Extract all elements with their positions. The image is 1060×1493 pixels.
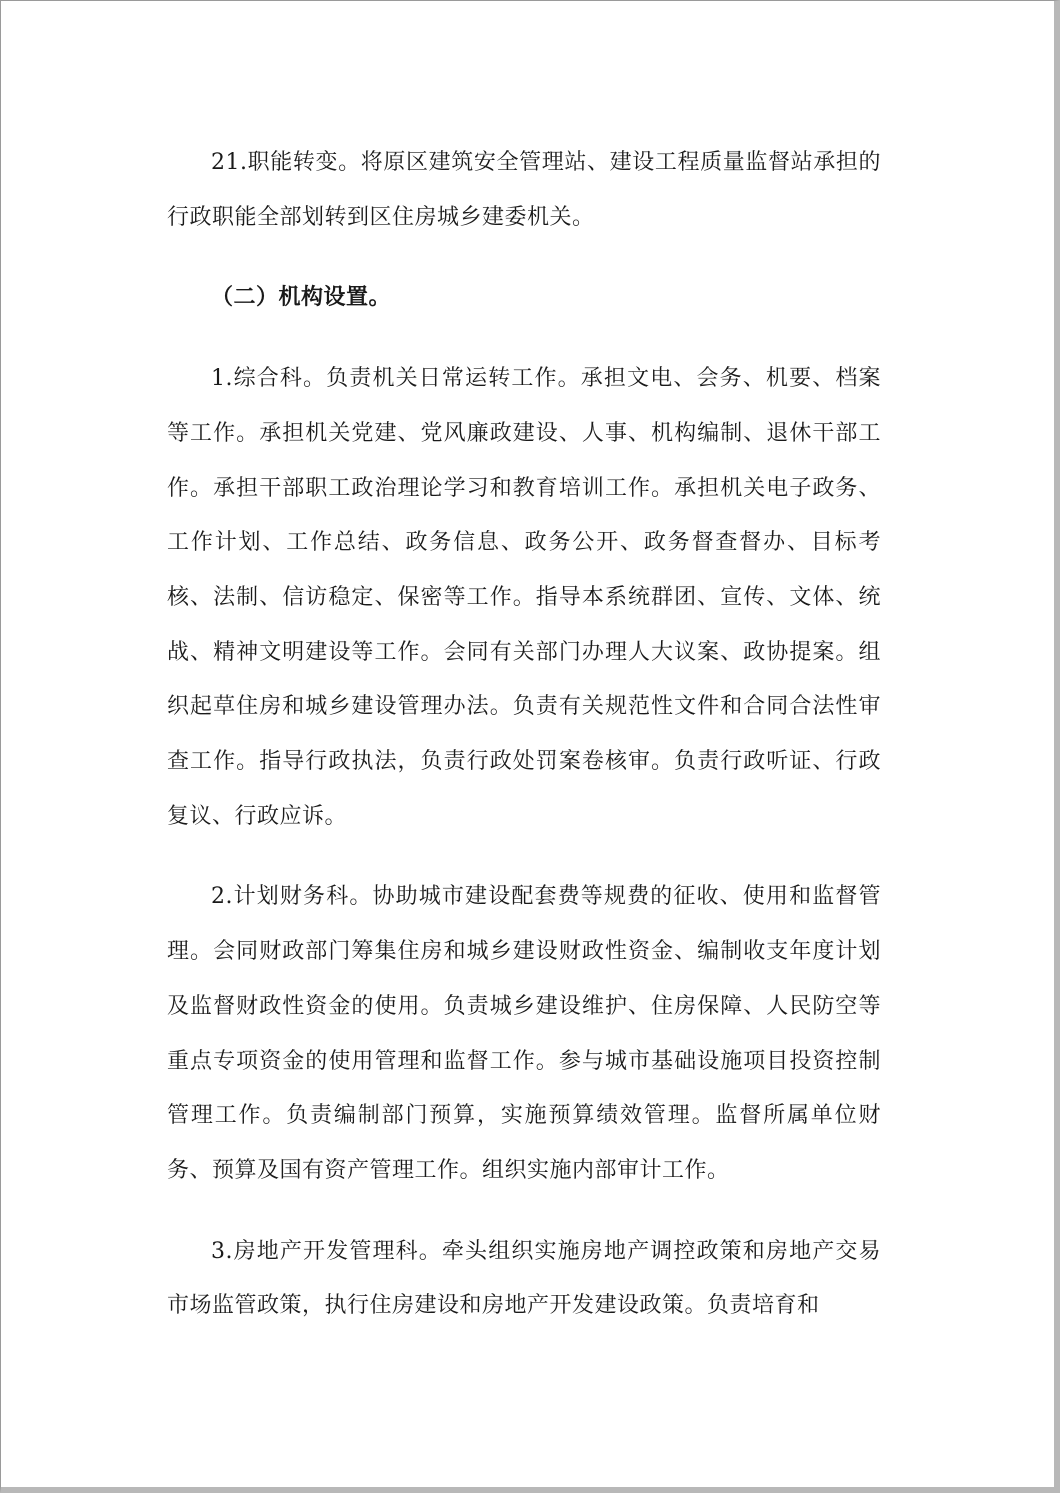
section-heading-organization: （二）机构设置。	[211, 285, 392, 311]
document-body	[167, 136, 881, 1360]
paragraph-planning-finance: 2.计划财务科。协助城市建设配套费等规费的征收、使用和监督管理。会同财政部门筹集住房和城乡建设财政性资金、编制收支年度计划及监督财政性资金的使用。负责城乡建设维护、住房保障、人民防空等重点专项资金的使用管理和监督工作。参与城市基础设施项目投资控制管理工作。负责编制部门预算，实施预算绩效管理。监督所属单位财务、预算及国有资产管理工作。组织实施内部审计工作。	[167, 884, 881, 1183]
paragraph-general-office: 1.综合科。负责机关日常运转工作。承担文电、会务、机要、档案等工作。承担机关党建、党风廉政建设、人事、机构编制、退休干部工作。承担干部职工政治理论学习和教育培训工作。承担机关电子政务、工作计划、工作总结、政务信息、政务公开、政务督查督办、目标考核、法制、信访稳定、保密等工作。指导本系统群团、宣传、文体、统战、精神文明建设等工作。会同有关部门办理人大议案、政协提案。组织起草住房和城乡建设管理办法。负责有关规范性文件和合同合法性审查工作。指导行政执法，负责行政处罚案卷核审。负责行政听证、行政复议、行政应诉。	[167, 366, 881, 829]
paragraph-functional-transfer: 21.职能转变。将原区建筑安全管理站、建设工程质量监督站承担的行政职能全部划转到区住房城乡建委机关。	[167, 150, 881, 230]
paragraph-real-estate: 3.房地产开发管理科。牵头组织实施房地产调控政策和房地产交易市场监管政策，执行住房建设和房地产开发建设政策。负责培育和	[167, 1238, 881, 1319]
